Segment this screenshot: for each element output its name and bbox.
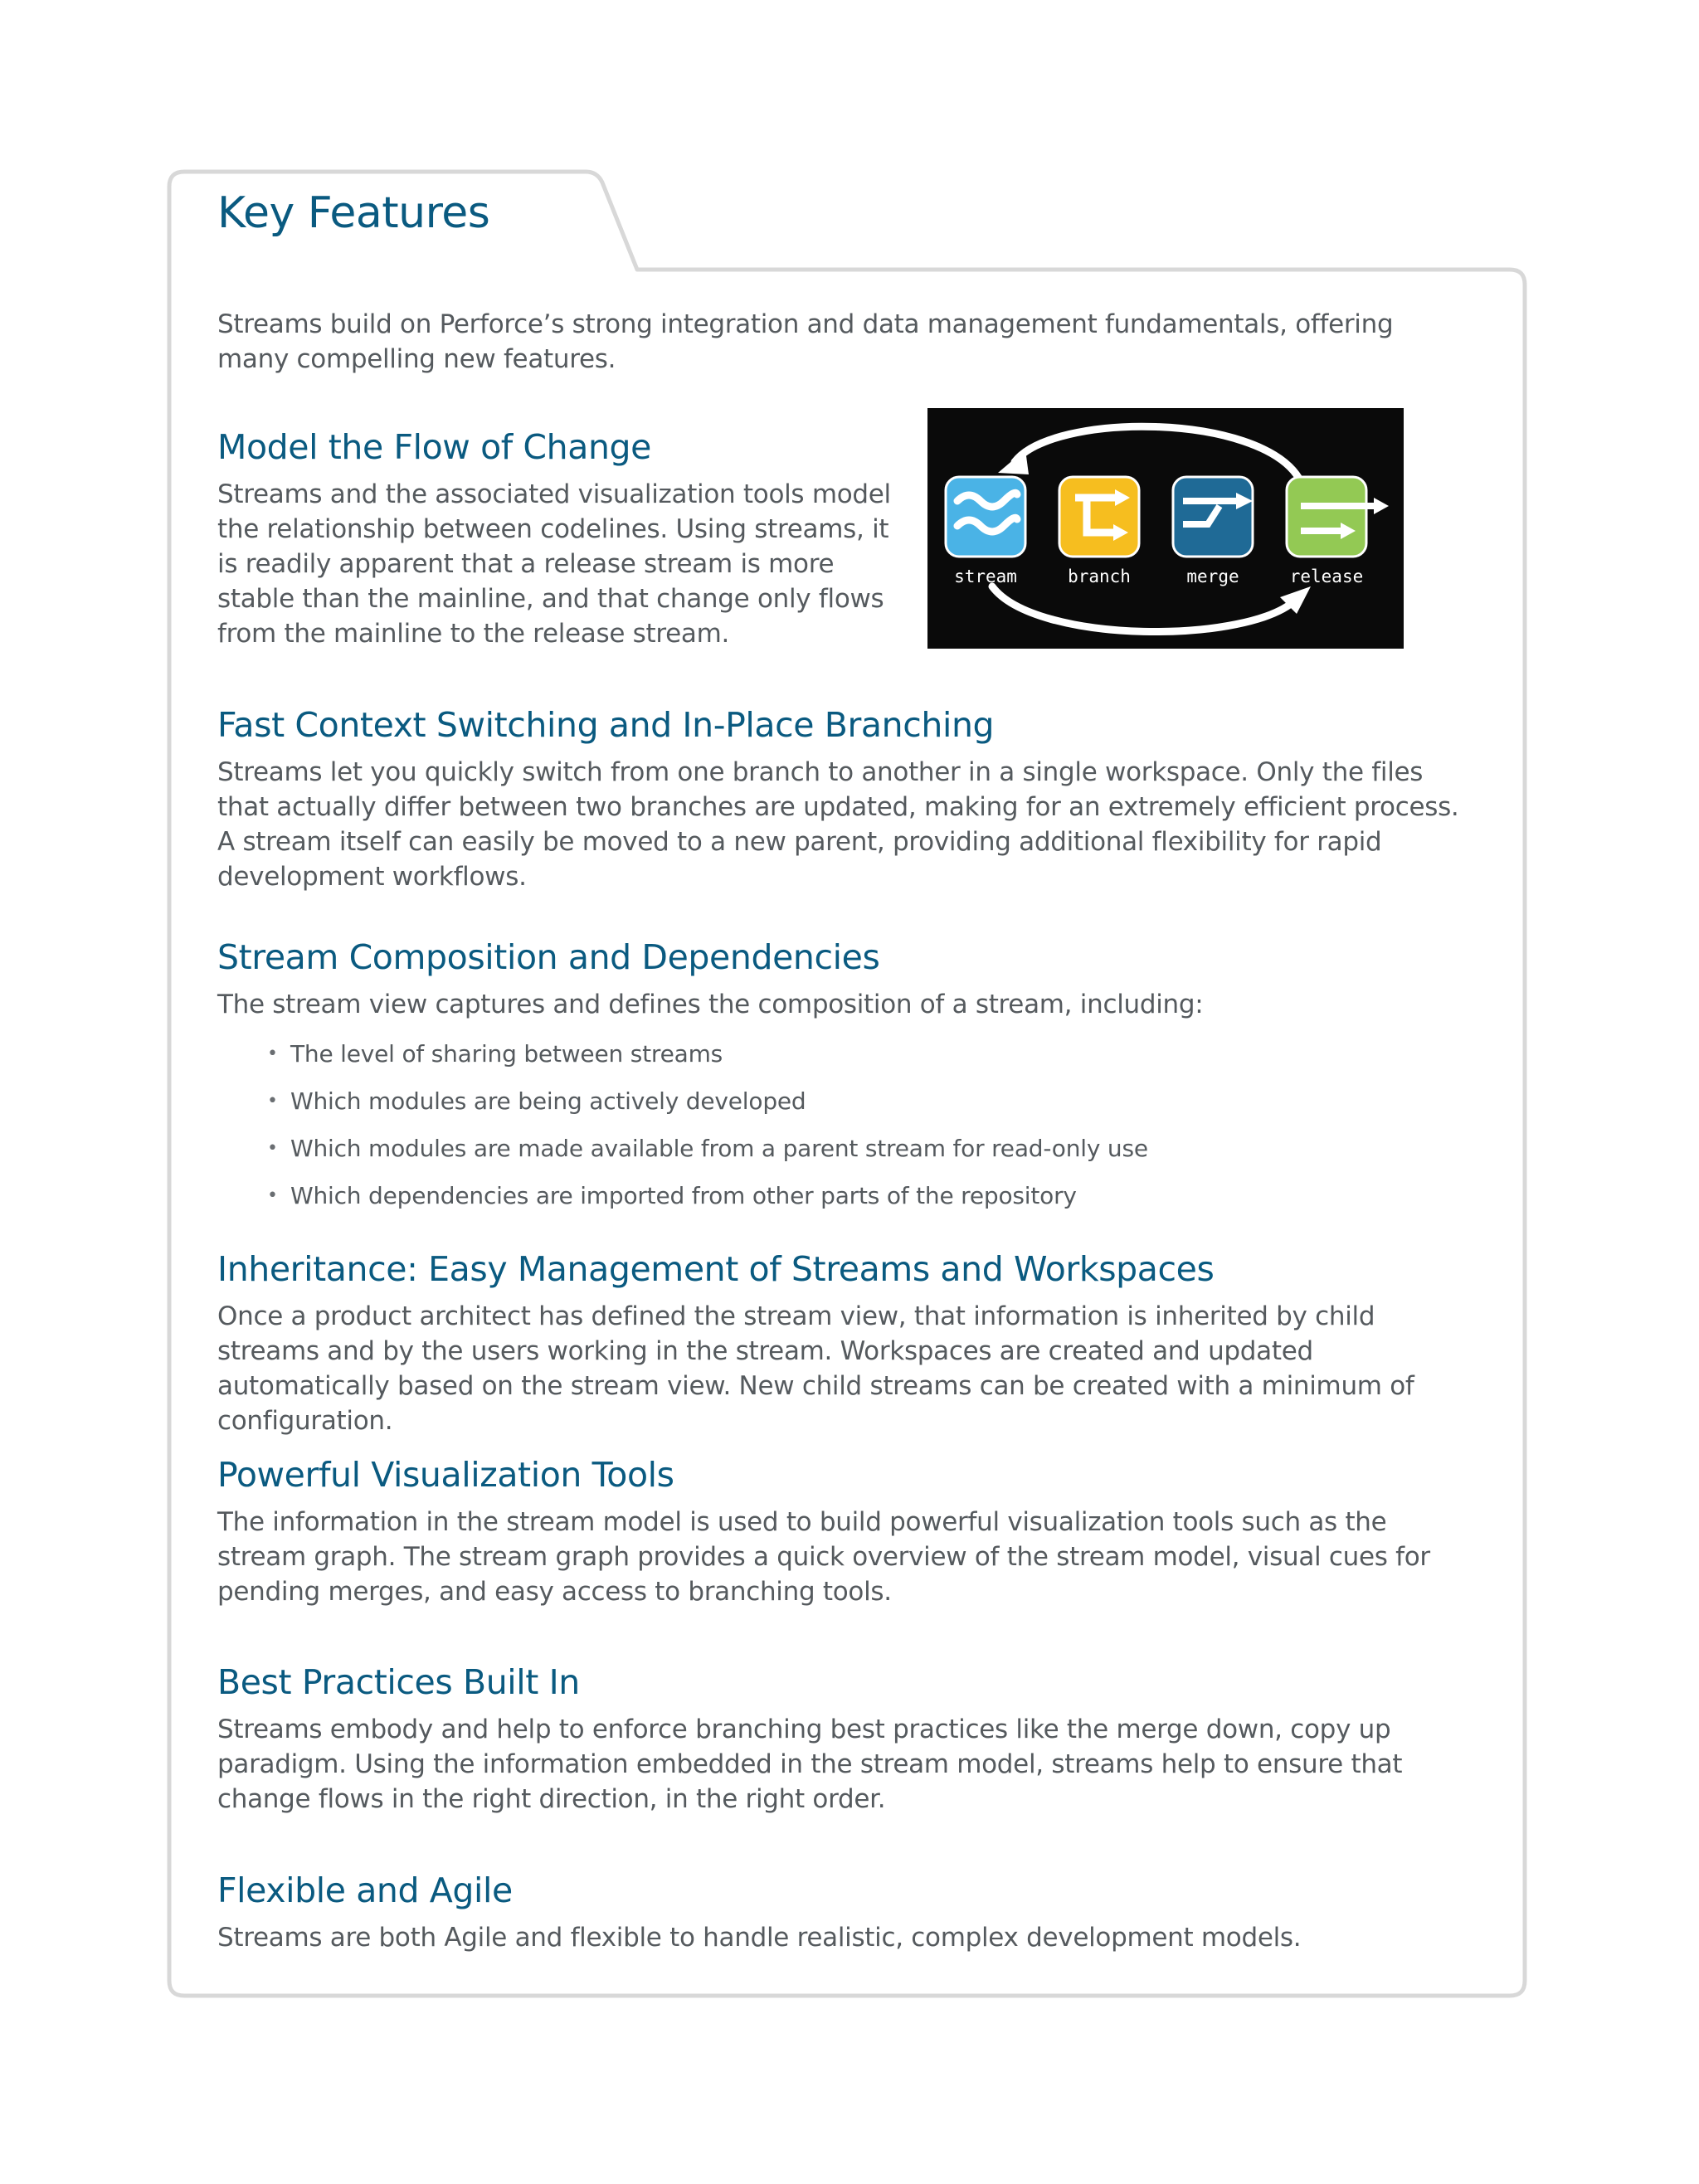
section-model-flow [217,426,914,651]
merge-tile-label: merge [1186,567,1239,586]
section-composition [217,936,1478,1219]
section-visualization [217,1453,1478,1609]
intro-paragraph: Streams build on Perforce’s strong integration and data management fundamentals, offering many compelling new features. [217,309,1394,374]
section-heading: Stream Composition and Dependencies [217,937,880,977]
section-body: Streams embody and help to enforce branching best practices like the merge down, copy up paradigm. Using the information embedded in the stream model, streams help to ensure that change flows in the right direction, in the right order. [217,1715,1403,1814]
streams-diagram [927,408,1404,649]
release-tile-label: release [1289,567,1364,586]
list-item: • Which modules are made available from a parent stream for read-only use [267,1125,1478,1172]
composition-list [217,1030,1478,1219]
section-heading: Model the Flow of Change [217,427,651,467]
section-heading: Inheritance: Easy Management of Streams and Workspaces [217,1249,1215,1289]
section-body: The stream view captures and defines the composition of a stream, including: [217,990,1204,1019]
section-body: The information in the stream model is used to build powerful visualization tools such as the stream graph. The stream graph provides a quick overview of the stream model, visual cues for pending merges, and easy access to branching tools. [217,1507,1430,1607]
section-heading: Flexible and Agile [217,1870,513,1910]
stream-tile-label: stream [954,567,1017,586]
section-heading: Powerful Visualization Tools [217,1455,674,1495]
section-context-switching [217,703,1478,894]
section-flexible-agile [217,1869,1478,1955]
branch-tile-label: branch [1068,567,1131,586]
section-heading: Fast Context Switching and In-Place Branching [217,705,995,745]
page-title: Key Features [217,188,490,238]
section-heading: Best Practices Built In [217,1662,580,1702]
list-item: • Which modules are being actively developed [267,1077,1478,1125]
section-inheritance [217,1248,1478,1438]
section-best-practices [217,1661,1478,1817]
section-body: Streams let you quickly switch from one branch to another in a single workspace. Only the files that actually differ between two branches are updated, making for an extremely efficient process. A stream itself can easily be moved to a new parent, providing additional flexibility for rapid development workflows. [217,757,1459,892]
section-body: Once a product architect has defined the stream view, that information is inherited by child streams and by the users working in the stream. Workspaces are created and updated automatically based on the stream view. New child streams can be created with a minimum of configuration. [217,1301,1414,1436]
list-item: • The level of sharing between streams [267,1030,1478,1077]
branch-tile-icon [1059,477,1139,557]
release-tile-icon [1287,477,1366,557]
list-item: • Which dependencies are imported from other parts of the repository [267,1172,1478,1219]
section-body: Streams are both Agile and flexible to handle realistic, complex development models. [217,1923,1302,1953]
section-body: Streams and the associated visualization tools model the relationship between codelines. Using streams, it is readily apparent that a release stream is more stable than the mainline, and that change only flows from the mainline to the release stream. [217,479,891,649]
